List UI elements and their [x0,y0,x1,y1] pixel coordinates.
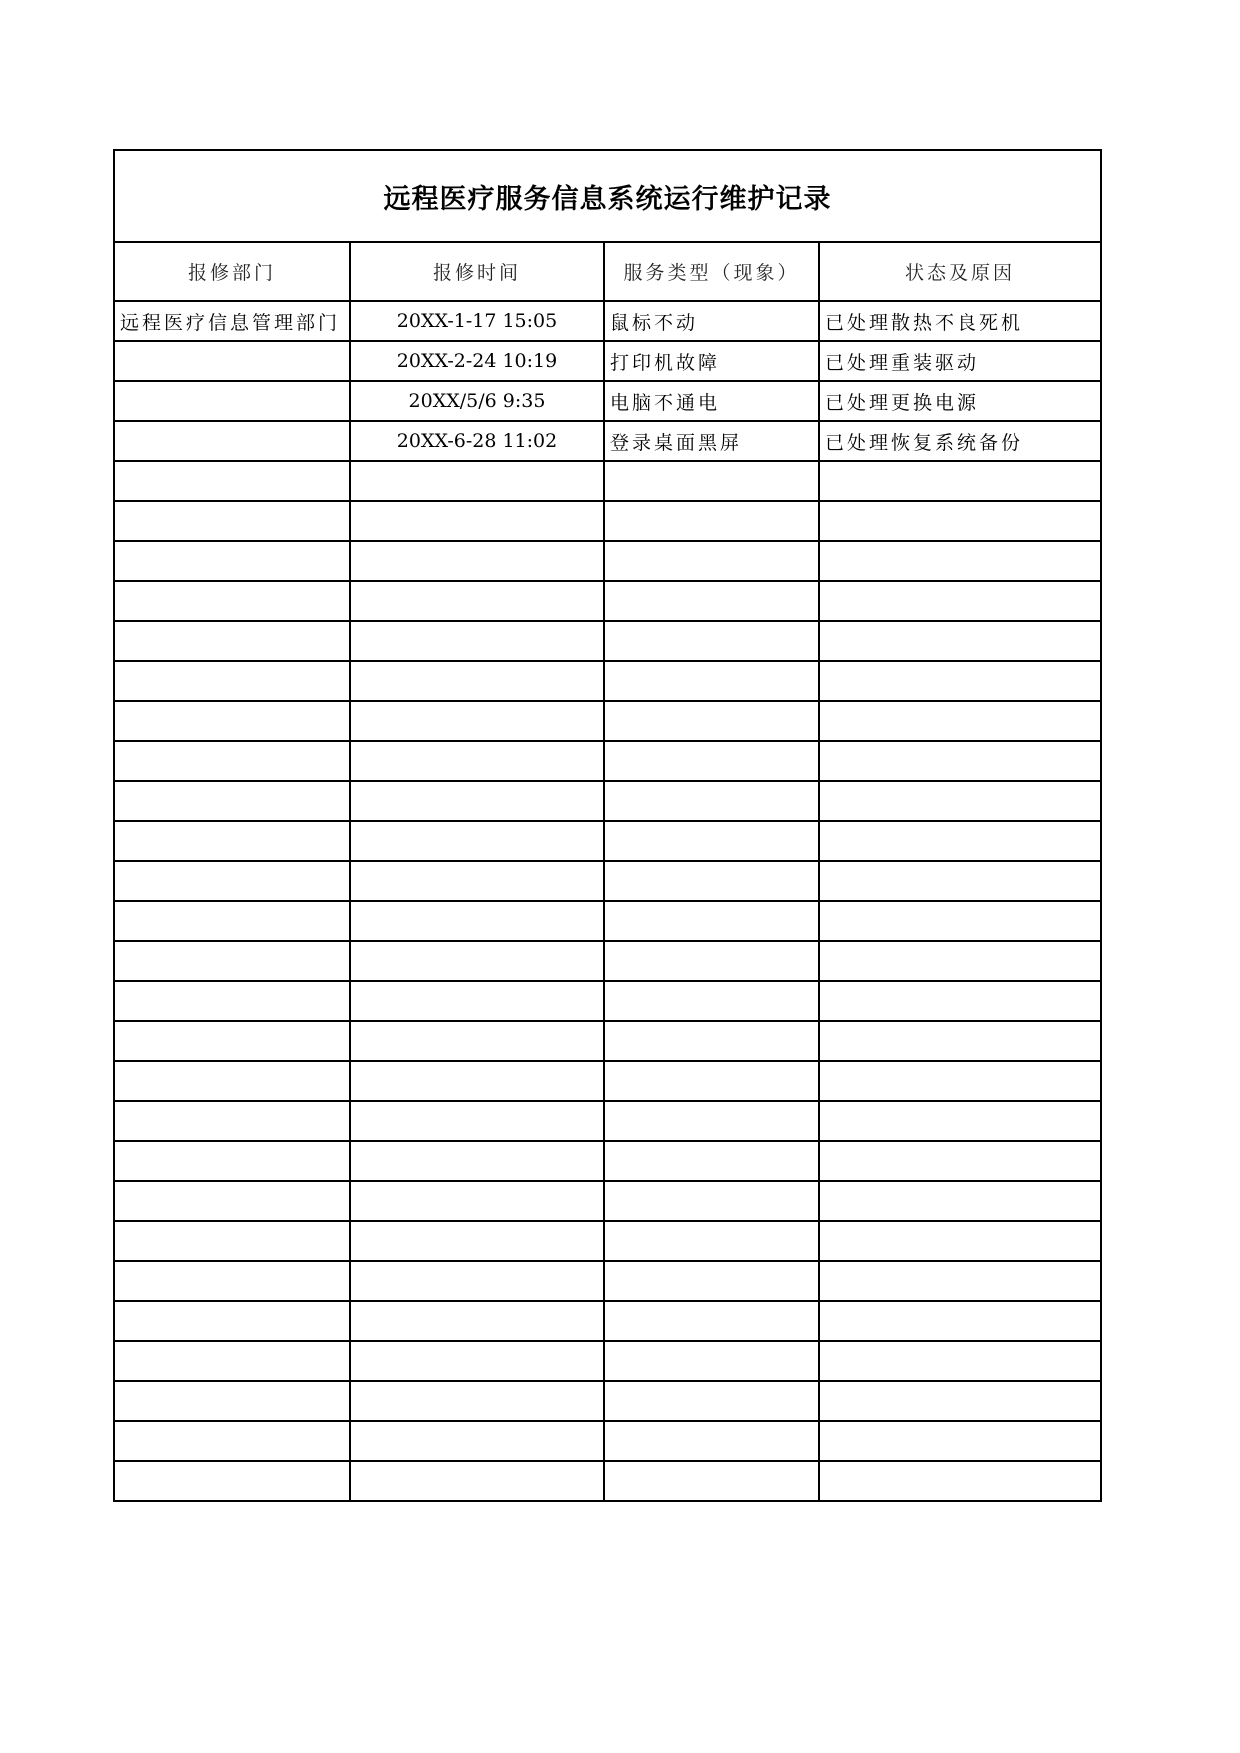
empty-time-cell[interactable] [350,1221,604,1261]
empty-department-cell[interactable] [114,701,350,741]
maintenance-record-table [113,149,1102,1502]
empty-service-type-cell[interactable] [604,1341,819,1381]
empty-service-type-cell[interactable] [604,861,819,901]
time-cell[interactable]: 20XX-2-24 10:19 [350,341,604,381]
empty-status-cell[interactable] [819,1341,1101,1381]
empty-table-row [114,1021,1101,1061]
empty-service-type-cell[interactable] [604,781,819,821]
empty-status-cell[interactable] [819,1301,1101,1341]
empty-service-type-cell[interactable] [604,701,819,741]
empty-service-type-cell[interactable] [604,581,819,621]
empty-table-row [114,1061,1101,1101]
empty-table-row [114,1301,1101,1341]
empty-table-row [114,821,1101,861]
empty-status-cell[interactable] [819,1261,1101,1301]
empty-time-cell[interactable] [350,1341,604,1381]
empty-time-cell[interactable] [350,461,604,501]
empty-department-cell[interactable] [114,1301,350,1341]
empty-table-row [114,461,1101,501]
empty-department-cell[interactable] [114,941,350,981]
empty-status-cell[interactable] [819,541,1101,581]
header-department: 报修部门 [114,242,350,301]
empty-time-cell[interactable] [350,1461,604,1501]
empty-time-cell[interactable] [350,781,604,821]
empty-time-cell[interactable] [350,1021,604,1061]
empty-department-cell[interactable] [114,1381,350,1421]
empty-department-cell[interactable] [114,741,350,781]
empty-status-cell[interactable] [819,1141,1101,1181]
empty-department-cell[interactable] [114,1141,350,1181]
empty-department-cell[interactable] [114,581,350,621]
empty-service-type-cell[interactable] [604,901,819,941]
empty-department-cell[interactable] [114,461,350,501]
empty-time-cell[interactable] [350,981,604,1021]
empty-table-row [114,741,1101,781]
empty-time-cell[interactable] [350,1181,604,1221]
table-row [114,301,1101,341]
service-type-cell[interactable]: 打印机故障 [604,341,819,381]
header-service-type: 服务类型（现象） [604,242,819,301]
empty-service-type-cell[interactable] [604,1021,819,1061]
empty-department-cell[interactable] [114,1021,350,1061]
empty-table-row [114,1101,1101,1141]
empty-service-type-cell[interactable] [604,981,819,1021]
empty-status-cell[interactable] [819,1421,1101,1461]
empty-department-cell[interactable] [114,1421,350,1461]
empty-department-cell[interactable] [114,1221,350,1261]
time-cell[interactable]: 20XX-1-17 15:05 [350,301,604,341]
empty-status-cell[interactable] [819,1181,1101,1221]
empty-status-cell[interactable] [819,861,1101,901]
empty-table-row [114,981,1101,1021]
empty-service-type-cell[interactable] [604,1221,819,1261]
empty-table-row [114,1461,1101,1501]
empty-status-cell[interactable] [819,1461,1101,1501]
status-cell[interactable]: 已处理重装驱动 [819,341,1101,381]
empty-status-cell[interactable] [819,901,1101,941]
empty-time-cell[interactable] [350,581,604,621]
empty-service-type-cell[interactable] [604,621,819,661]
empty-service-type-cell[interactable] [604,461,819,501]
empty-service-type-cell[interactable] [604,661,819,701]
header-time: 报修时间 [350,242,604,301]
empty-table-row [114,1381,1101,1421]
department-cell[interactable]: 远程医疗信息管理部门 [114,301,350,341]
empty-department-cell[interactable] [114,501,350,541]
empty-time-cell[interactable] [350,661,604,701]
header-status: 状态及原因 [819,242,1101,301]
empty-department-cell[interactable] [114,901,350,941]
empty-department-cell[interactable] [114,861,350,901]
empty-table-row [114,941,1101,981]
empty-time-cell[interactable] [350,941,604,981]
empty-status-cell[interactable] [819,781,1101,821]
empty-status-cell[interactable] [819,661,1101,701]
department-cell[interactable] [114,341,350,381]
time-cell[interactable]: 20XX-6-28 11:02 [350,421,604,461]
empty-status-cell[interactable] [819,1061,1101,1101]
empty-service-type-cell[interactable] [604,541,819,581]
empty-table-row [114,1141,1101,1181]
empty-time-cell[interactable] [350,1061,604,1101]
empty-table-row [114,541,1101,581]
empty-department-cell[interactable] [114,1061,350,1101]
table-row [114,381,1101,421]
empty-status-cell[interactable] [819,1221,1101,1261]
empty-table-row [114,501,1101,541]
table-row [114,341,1101,381]
empty-time-cell[interactable] [350,1261,604,1301]
empty-time-cell[interactable] [350,1301,604,1341]
empty-department-cell[interactable] [114,1101,350,1141]
empty-status-cell[interactable] [819,1381,1101,1421]
empty-status-cell[interactable] [819,621,1101,661]
empty-table-row [114,1261,1101,1301]
empty-department-cell[interactable] [114,1181,350,1221]
empty-status-cell[interactable] [819,581,1101,621]
empty-status-cell[interactable] [819,1101,1101,1141]
empty-department-cell[interactable] [114,621,350,661]
empty-table-row [114,701,1101,741]
empty-service-type-cell[interactable] [604,941,819,981]
time-cell[interactable]: 20XX/5/6 9:35 [350,381,604,421]
empty-department-cell[interactable] [114,541,350,581]
empty-time-cell[interactable] [350,901,604,941]
empty-time-cell[interactable] [350,701,604,741]
empty-service-type-cell[interactable] [604,1301,819,1341]
empty-time-cell[interactable] [350,1421,604,1461]
service-type-cell[interactable]: 鼠标不动 [604,301,819,341]
empty-service-type-cell[interactable] [604,1061,819,1101]
empty-service-type-cell[interactable] [604,821,819,861]
empty-table-row [114,661,1101,701]
empty-status-cell[interactable] [819,1021,1101,1061]
empty-service-type-cell[interactable] [604,1181,819,1221]
empty-department-cell[interactable] [114,1461,350,1501]
empty-time-cell[interactable] [350,501,604,541]
empty-table-row [114,621,1101,661]
table-row [114,421,1101,461]
empty-service-type-cell[interactable] [604,501,819,541]
empty-status-cell[interactable] [819,501,1101,541]
empty-status-cell[interactable] [819,461,1101,501]
status-cell[interactable]: 已处理恢复系统备份 [819,421,1101,461]
empty-department-cell[interactable] [114,781,350,821]
department-cell[interactable] [114,381,350,421]
empty-status-cell[interactable] [819,821,1101,861]
empty-status-cell[interactable] [819,981,1101,1021]
empty-service-type-cell[interactable] [604,1421,819,1461]
empty-service-type-cell[interactable] [604,1101,819,1141]
empty-table-row [114,1181,1101,1221]
empty-department-cell[interactable] [114,1341,350,1381]
empty-status-cell[interactable] [819,701,1101,741]
empty-time-cell[interactable] [350,821,604,861]
empty-department-cell[interactable] [114,981,350,1021]
empty-time-cell[interactable] [350,1381,604,1421]
empty-service-type-cell[interactable] [604,741,819,781]
empty-time-cell[interactable] [350,1101,604,1141]
empty-table-row [114,861,1101,901]
status-cell[interactable]: 已处理散热不良死机 [819,301,1101,341]
department-cell[interactable] [114,421,350,461]
page-title: 远程医疗服务信息系统运行维护记录 [114,150,1101,242]
empty-time-cell[interactable] [350,621,604,661]
empty-time-cell[interactable] [350,861,604,901]
empty-status-cell[interactable] [819,741,1101,781]
empty-department-cell[interactable] [114,1261,350,1301]
empty-table-row [114,1421,1101,1461]
empty-table-row [114,1221,1101,1261]
empty-service-type-cell[interactable] [604,1141,819,1181]
empty-time-cell[interactable] [350,1141,604,1181]
empty-service-type-cell[interactable] [604,1461,819,1501]
empty-table-row [114,1341,1101,1381]
service-type-cell[interactable]: 登录桌面黑屏 [604,421,819,461]
empty-service-type-cell[interactable] [604,1381,819,1421]
empty-table-row [114,581,1101,621]
empty-department-cell[interactable] [114,661,350,701]
empty-time-cell[interactable] [350,541,604,581]
empty-table-row [114,901,1101,941]
empty-time-cell[interactable] [350,741,604,781]
status-cell[interactable]: 已处理更换电源 [819,381,1101,421]
empty-status-cell[interactable] [819,941,1101,981]
empty-table-row [114,781,1101,821]
empty-department-cell[interactable] [114,821,350,861]
empty-service-type-cell[interactable] [604,1261,819,1301]
service-type-cell[interactable]: 电脑不通电 [604,381,819,421]
